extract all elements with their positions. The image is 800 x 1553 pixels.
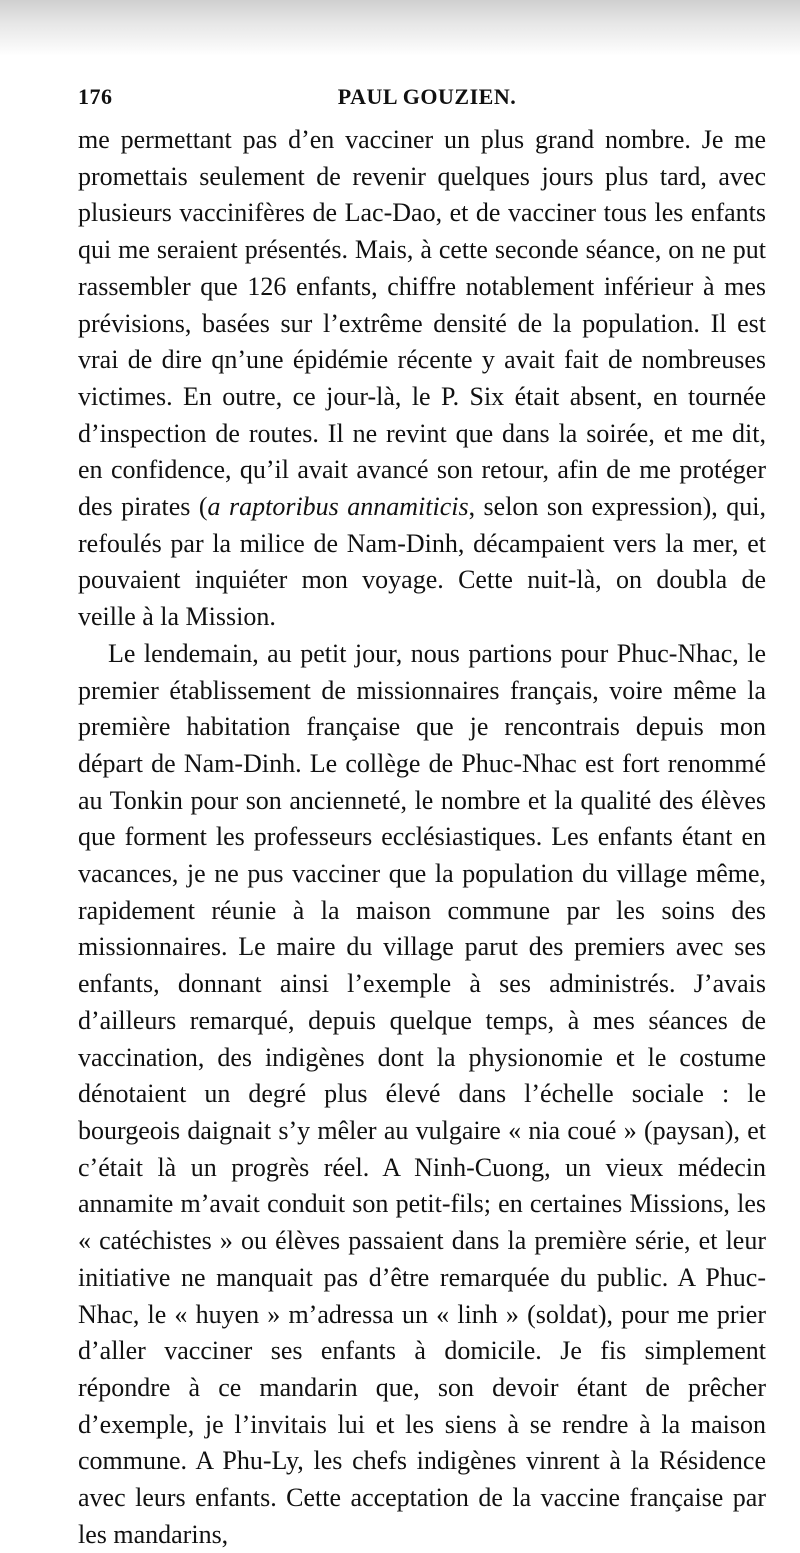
paragraph-text: me permettant pas d’en vacciner un plus grand nombre. Je me promettais seulement de revenir quelques jours plus tard, avec plusieurs vaccinifères de Lac-Dao, et de vacciner tous les enfants qui me seraient présentés. Mais, à cette seconde séance, on ne put rassembler que 126 enfants, chiffre notablement inférieur à mes prévisions, basées sur l’extrême densité de la population. Il est vrai de dire qn’une épidémie récente y avait fait de nombreuses victimes. En outre, ce jour-là, le P. Six était absent, en tournée d’inspection de routes. Il ne revint que dans la soirée, et me dit, en confidence, qu’il avait avancé son retour, afin de me protéger des pirates ( [78,125,766,522]
paragraph [78,122,766,636]
italic-phrase: a raptoribus annamiticis [207,492,469,522]
paragraph-text: , selon son expression), qui, refoulés par la milice de Nam-Dinh, décampaient vers la mer, et pouvaient inquiéter mon voyage. Cette nuit-là, on doubla de veille à la Mission. [78,492,766,632]
body-text [78,122,766,1553]
page-number: 176 [78,84,113,109]
page-header [78,0,766,122]
paragraph: Le lendemain, au petit jour, nous partions pour Phuc-Nhac, le premier établissement de missionnaires français, voire même la première habitation française que je rencontrais depuis mon départ de Nam-Dinh. Le collège de Phuc-Nhac est fort renommé au Tonkin pour son ancienneté, le nombre et la qualité des élèves que forment les professeurs ecclésiastiques. Les enfants étant en vacances, je ne pus vacciner que la population du village même, rapidement réunie à la maison commune par les soins des missionnaires. Le maire du village parut des premiers avec ses enfants, donnant ainsi l’exemple à ses administrés. J’avais d’ailleurs remarqué, depuis quelque temps, à mes séances de vaccination, des indigènes dont la physionomie et le costume dénotaient un degré plus élevé dans l’échelle sociale : le bourgeois daignait s’y mêler au vulgaire « nia coué » (paysan), et c’était là un progrès réel. A Ninh-Cuong, un vieux médecin annamite m’avait conduit son petit-fils; en certaines Missions, les « catéchistes » ou élèves passaient dans la première série, et leur initiative ne manquait pas d’être remarquée du public. A Phuc-Nhac, le « huyen » m’adressa un « linh » (soldat), pour me prier d’aller vacciner ses enfants à domicile. Je fis simplement répondre à ce mandarin que, son devoir étant de prêcher d’exemple, je l’invitais lui et les siens à se rendre à la maison commune. A Phu-Ly, les chefs indigènes vinrent à la Résidence avec leurs enfants. Cette acceptation de la vaccine française par les mandarins, [78,638,766,1549]
running-head: PAUL GOUZIEN. [337,84,517,109]
